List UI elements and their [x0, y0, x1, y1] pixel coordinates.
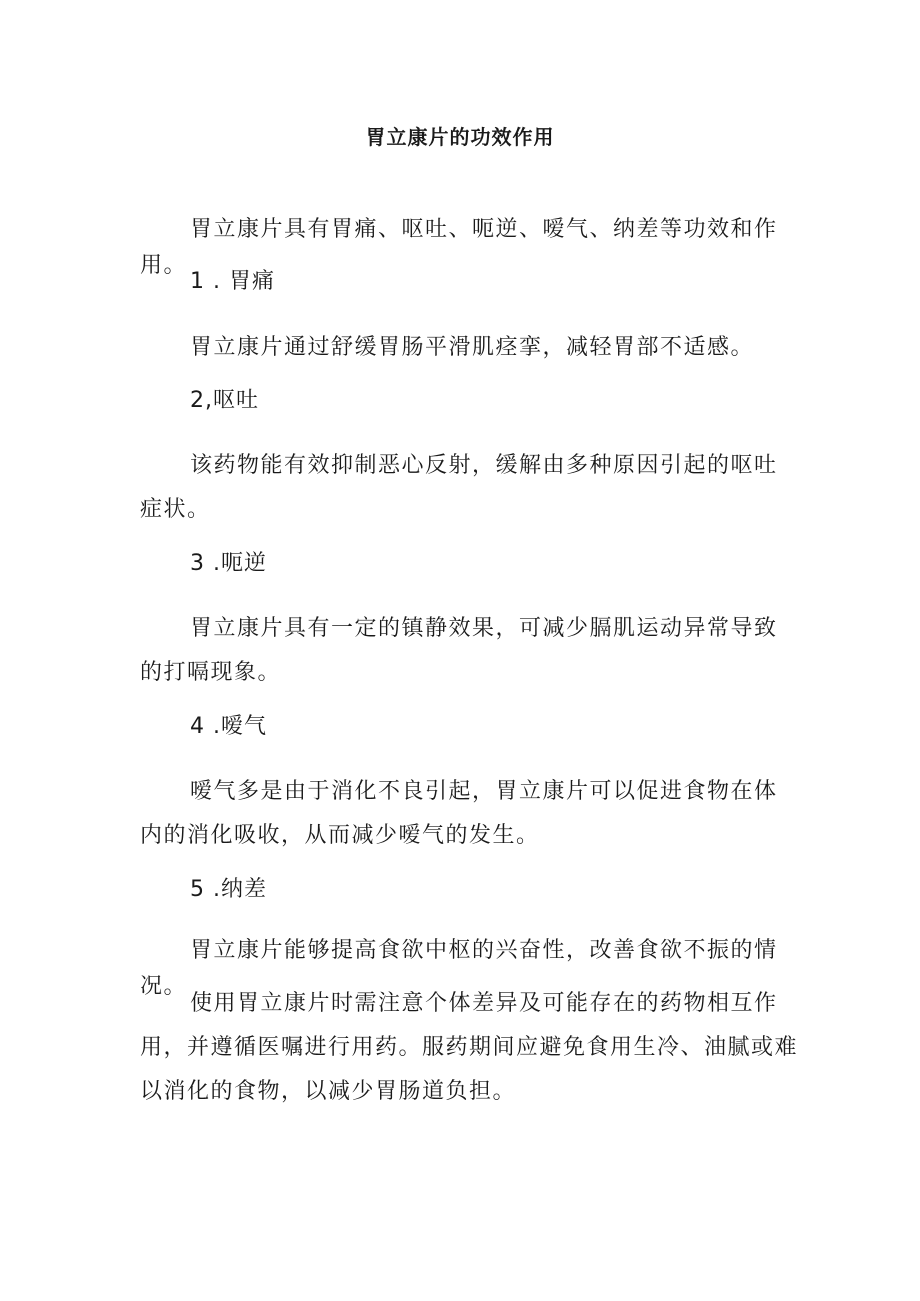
section-body-4: 嗳气多是由于消化不良引起，胃立康片可以促进食物在体内的消化吸收，从而减少嗳气的发生。 — [140, 779, 778, 848]
section-heading-2: 2,呕吐 — [190, 388, 259, 413]
page-title: 胃立康片的功效作用 — [365, 125, 555, 149]
section-body-3: 胃立康片具有一定的镇静效果，可减少膈肌运动异常导致的打嗝现象。 — [140, 616, 778, 685]
section-heading-1: 1 . 胃痛 — [190, 269, 275, 294]
section-heading-4: 4 .嗳气 — [190, 714, 267, 739]
section-body-1: 胃立康片通过舒缓胃肠平滑肌痉挛，减轻胃部不适感。 — [190, 335, 755, 360]
section-body-2: 该药物能有效抑制恶心反射，缓解由多种原因引起的呕吐症状。 — [140, 453, 778, 522]
section-body-5: 胃立康片能够提高食欲中枢的兴奋性，改善食欲不振的情况。 — [140, 938, 778, 999]
intro-paragraph: 胃立康片具有胃痛、呕吐、呃逆、嗳气、纳差等功效和作用。 — [140, 217, 778, 278]
section-heading-3: 3 .呃逆 — [190, 551, 267, 576]
closing-paragraph: 使用胃立康片时需注意个体差异及可能存在的药物相互作用，并遵循医嘱进行用药。服药期间应避免食用生冷、油腻或难以消化的食物，以减少胃肠道负担。 — [140, 991, 799, 1104]
section-heading-5: 5 .纳差 — [190, 877, 267, 902]
